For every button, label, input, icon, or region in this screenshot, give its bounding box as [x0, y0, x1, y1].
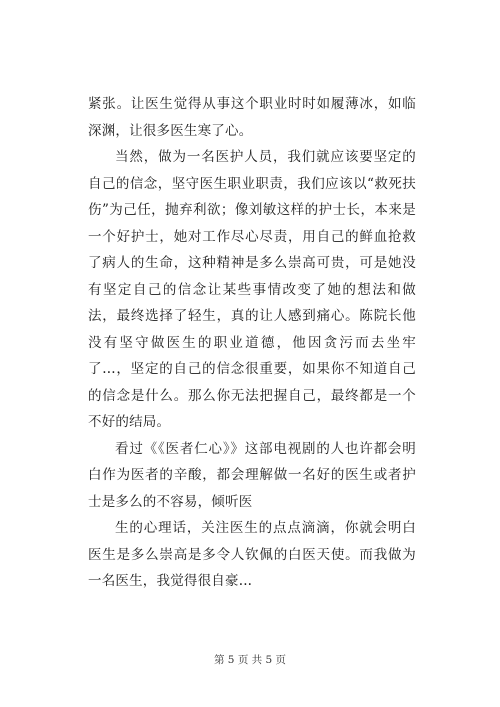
- paragraph-1: 紧张。让医生觉得从事这个职业时时如履薄冰，如临深渊，让很多医生寒了心。: [88, 96, 416, 139]
- document-body: [88, 91, 416, 595]
- page-number-footer: 第 5 页 共 5 页: [213, 654, 287, 666]
- paragraph-4: 生的心理话，关注医生的点点滴滴，你就会明白医生是多么崇高是多令人钦佩的白医天使。而我做为一名医生，我觉得很自豪...: [88, 520, 416, 589]
- paragraph-2: 当然，做为一名医护人员，我们就应该要坚定的自己的信念，坚守医生职业职责，我们应该以“救死扶伤”为己任，抛弃利欲；像刘敏这样的护士长，本来是一个好护士，她对工作尽心尽责，用自己的鲜血抢救了病人的生命，这种精神是多么崇高可贵，可是她没有坚定自己的信念让某些事情改变了她的想法和做法，最终选择了轻生，真的让人感到痛心。陈院长他没有坚守做医生的职业道德，他因贪污而去坐牢了...，坚定的自己的信念很重要，如果你不知道自己的信念是什么。那么你无法把握自己，最终都是一个不好的结局。: [88, 149, 416, 430]
- paragraph-3: 看过《《医者仁心》》这部电视剧的人也许都会明白作为医者的辛酸，都会理解做一名好的医生或者护士是多么的不容易，倾听医: [88, 440, 416, 510]
